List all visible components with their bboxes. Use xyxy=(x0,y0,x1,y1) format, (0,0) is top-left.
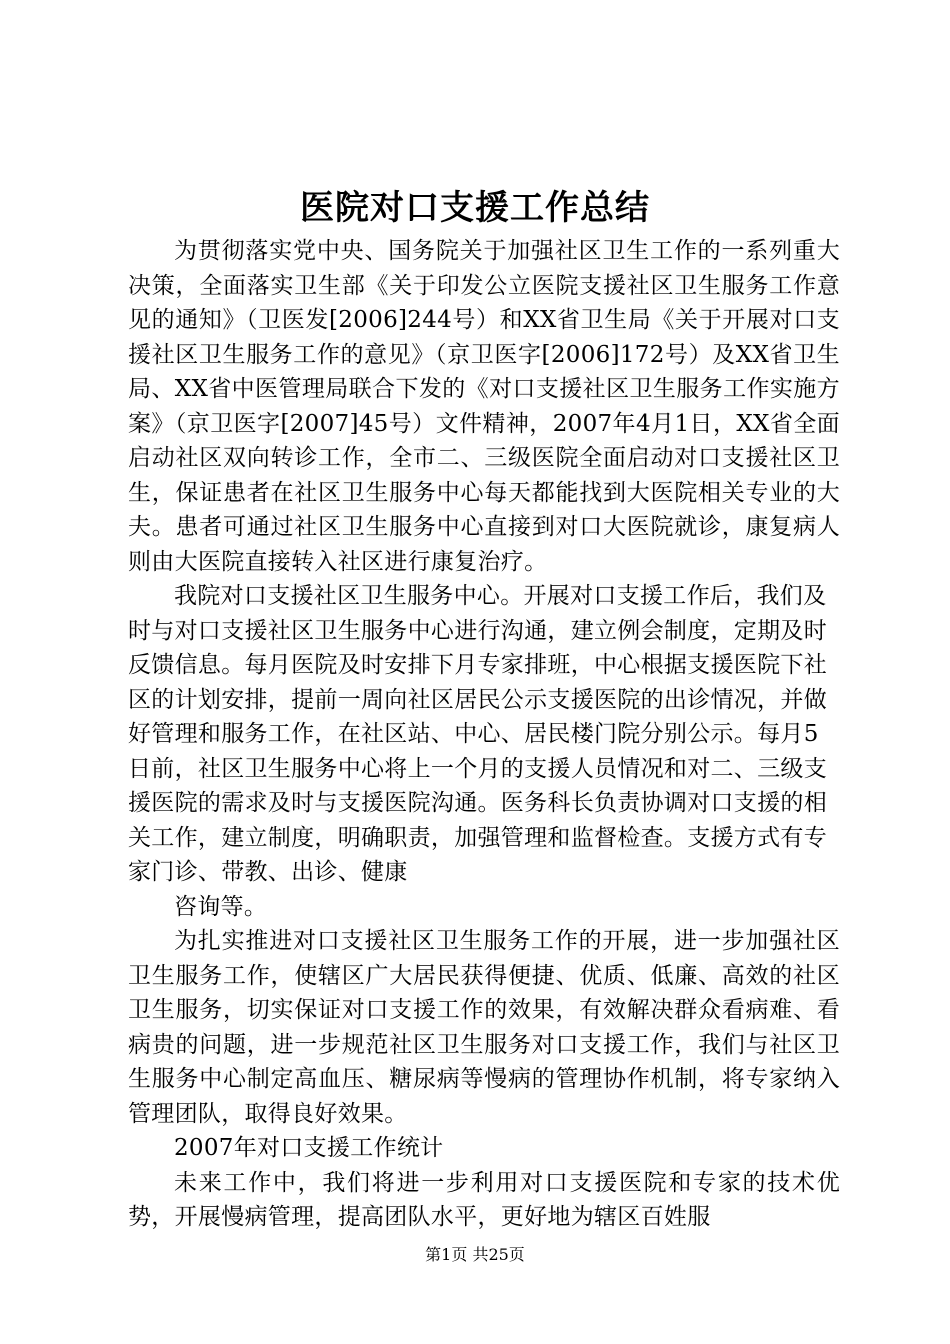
paragraph-6: 未来工作中，我们将进一步利用对口支援医院和专家的技术优势，开展慢病管理，提高团队水平，更好地为辖区百姓服 xyxy=(128,1169,840,1230)
paragraph-1: 为贯彻落实党中央、国务院关于加强社区卫生工作的一系列重大决策，全面落实卫生部《关于印发公立医院支援社区卫生服务工作意见的通知》（卫医发[2006]244号）和XX省卫生局《关于开展对口支援社区卫生服务工作的意见》（京卫医字[2006]172号）及XX省卫生局、XX省中医管理局联合下发的《对口支援社区卫生服务工作实施方案》（京卫医字[2007]45号）文件精神，2007年4月1日，XX省全面启动社区双向转诊工作，全市二、三级医院全面启动对口支援社区卫生，保证患者在社区卫生服务中心每天都能找到大医院相关专业的大夫。患者可通过社区卫生服务中心直接到对口大医院就诊，康复病人则由大医院直接转入社区进行康复治疗。 xyxy=(128,238,840,575)
document-body xyxy=(128,234,840,1235)
paragraph-3: 咨询等。 xyxy=(174,893,268,920)
document-title: 医院对口支援工作总结 xyxy=(300,188,650,228)
page-number-footer: 第1页 共25页 xyxy=(425,1245,525,1264)
paragraph-5-heading: 2007年对口支援工作统计 xyxy=(174,1135,444,1161)
paragraph-4: 为扎实推进对口支援社区卫生服务工作的开展，进一步加强社区卫生服务工作，使辖区广大居民获得便捷、优质、低廉、高效的社区卫生服务，切实保证对口支援工作的效果，有效解决群众看病难、看病贵的问题，进一步规范社区卫生服务对口支援工作，我们与社区卫生服务中心制定高血压、糖尿病等慢病的管理协作机制，将专家纳入管理团队，取得良好效果。 xyxy=(128,928,840,1127)
paragraph-2: 我院对口支援社区卫生服务中心。开展对口支援工作后，我们及时与对口支援社区卫生服务中心进行沟通，建立例会制度，定期及时反馈信息。每月医院及时安排下月专家排班，中心根据支援医院下社区的计划安排，提前一周向社区居民公示支援医院的出诊情况，并做好管理和服务工作，在社区站、中心、居民楼门院分别公示。每月5日前，社区卫生服务中心将上一个月的支援人员情况和对二、三级支援医院的需求及时与支援医院沟通。医务科长负责协调对口支援的相关工作，建立制度，明确职责，加强管理和监督检查。支援方式有专家门诊、带教、出诊、健康 xyxy=(128,583,827,885)
